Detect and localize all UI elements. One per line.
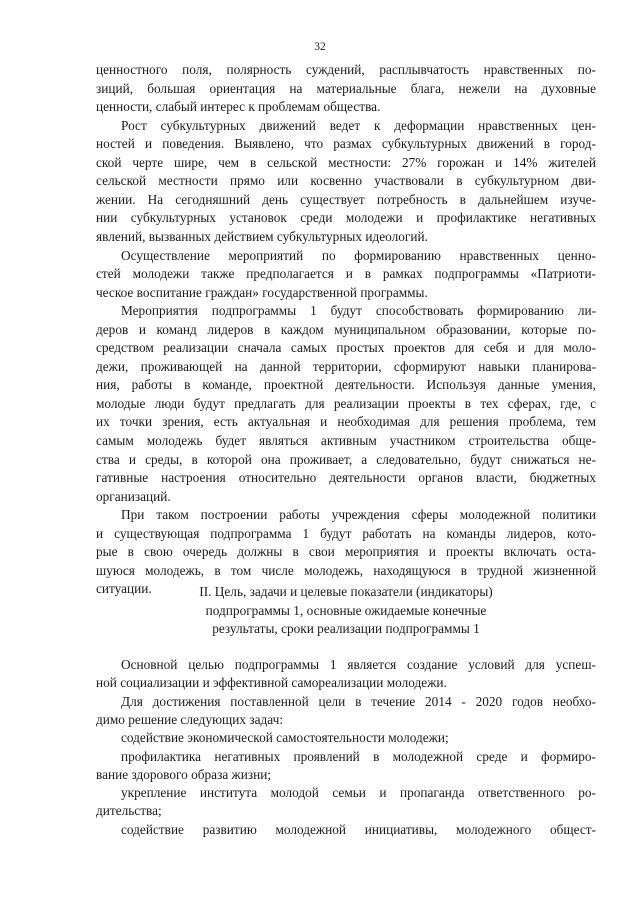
heading-line: результаты, сроки реализации подпрограммы 1 [212,621,480,636]
heading-line: II. Цель, задачи и целевые показатели (индикаторы) [199,584,493,599]
section-text-line: ной социализации и эффективной самореализации молодежи. [96,675,447,691]
text-line: Рост субкультурных движений ведет к деформации нравственных цен- [121,117,596,133]
text-line: Мероприятия подпрограммы 1 будут способствовать формированию ли- [121,303,596,319]
text-line: При таком построении работы учреждения сферы молодежной политики [121,507,596,523]
section-text-line: димо решение следующих задач: [96,711,284,727]
text-line: гативные настроения относительно деятельности органов власти, бюджетных [96,470,596,486]
text-line: ситуации. [96,581,152,597]
section-text-line: профилактика негативных проявлений в молодежной среде и формиро- [121,748,596,764]
section-text-line: укрепление института молодой семьи и пропаганда ответственного ро- [121,785,596,801]
text-line: деров и команд лидеров в каждом муниципальном образовании, которые по- [96,321,596,337]
text-line: ценностного поля, полярность суждений, расплывчатость нравственных по- [96,62,596,77]
text-line: сельской местности прямо или косвенно участвовали в субкультурном дви- [96,173,596,189]
section-text-line: содействие развитию молодежной инициативы, молодежного общест- [121,821,596,837]
text-line: явлений, вызванных действием субкультурных идеологий. [96,228,428,244]
text-line: дежи, проживающей на данной территории, сформируют навыки планирова- [96,358,596,374]
text-line: самым молодежь будет являться активным участником строительства обще- [96,433,596,448]
text-line: ской черте шире, чем в сельской местности: 27% горожан и 14% жителей [96,154,596,170]
section-text-line: Для достижения поставленной цели в течение 2014 - 2020 годов необхо- [121,693,596,709]
text-line: ства и среды, в которой она проживает, а следовательно, будут снижаться не- [96,451,596,467]
section-text-line: вание здорового образа жизни; [96,766,272,782]
text-line: средством реализации сначала самых простых проектов для себя и для моло- [96,340,596,356]
text-line: Осуществление мероприятий по формированию нравственных ценно- [121,247,596,263]
section-text-line: дительства; [96,803,162,819]
section-text-line: Основной целью подпрограммы 1 является создание условий для успеш- [121,657,596,672]
text-line: ценности, слабый интерес к проблемам общества. [96,99,381,115]
text-line: ностей и поведения. Выявлено, что размах субкультурных движений в город- [96,136,596,152]
heading-line: подпрограммы 1, основные ожидаемые конечные [205,602,487,618]
text-line: шуюся молодежь, в том числе молодежь, находящуюся в трудной жизненной [96,562,596,578]
section-text-line: содействие экономической самостоятельности молодежи; [121,730,449,746]
text-line: зиций, большая ориентация на материальные блага, нежели на духовные [96,80,596,96]
text-line: и существующая подпрограмма 1 будут работать на команды лидеров, кото- [96,525,596,541]
text-line: ния, работы в команде, проектной деятельности. Используя данные умения, [96,377,596,393]
text-line: нии субкультурных установок среди молодежи и профилактике негативных [96,210,596,226]
text-line: ческое воспитание граждан» государственной программы. [96,284,428,300]
text-line: молодые люди будут предлагать для реализации проекты в тех сферах, где, с [96,395,596,411]
text-line: рые в свою очередь должны в свои мероприятия и проекты включать оста- [96,544,596,560]
text-line: их точки зрения, есть актуальная и необходимая для решения проблема, тем [96,414,596,430]
text-line: организаций. [96,488,171,504]
page-number: 32 [314,41,326,53]
text-line: стей молодежи также предполагается и в рамках подпрограммы «Патриоти- [96,266,596,282]
text-line: жении. На сегодняшний день существует потребность в дальнейшем изуче- [96,191,596,207]
